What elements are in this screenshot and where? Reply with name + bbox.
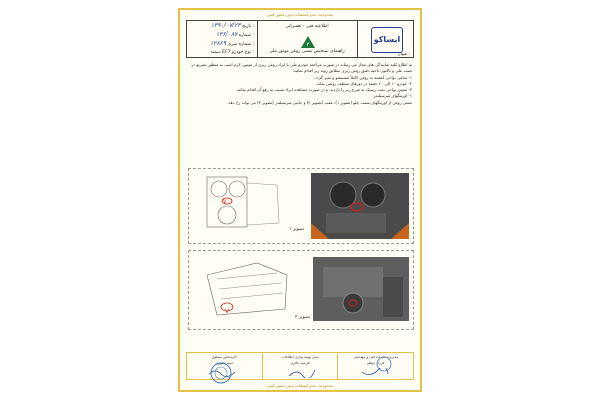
signature-col-3-name: حمید غفوری <box>215 361 234 365</box>
step-1: ۱- تمامی نواحی آغشته به روغن کاملاً شستشو و تمیز گردد. <box>313 74 412 80</box>
type-label: نوع خودرو : <box>231 50 254 55</box>
svg-text:V: V <box>225 308 230 315</box>
number-value: ۱۳۶/۰۸۷ <box>215 31 238 38</box>
header-left-cell <box>187 21 258 57</box>
number-label: شماره : <box>238 33 254 38</box>
series-label: شماره سری : <box>227 42 254 47</box>
signature-col-1-title: مدیریت خدمات فنی و مهندسی <box>353 355 399 359</box>
svg-text:V: V <box>223 199 227 205</box>
figure-1-caption: تصویر ۱ <box>289 227 305 232</box>
signature-col-2 <box>263 353 339 379</box>
handwritten-signature-2 <box>287 368 317 378</box>
step-2: ۲- خودرو ۱۰ الی ۲۰ دقیقه در دورهای مختلف روشن بماند. <box>315 80 412 86</box>
step-a-description: نشتی روغن از اورینگهای سمت چلو (تصویر ۱)، عقب (تصویر ۲) و جانبی سرسیلندر (تصویر ۳) می تواند رخ دهد. <box>227 99 412 105</box>
svg-text:٣: ٣ <box>306 42 310 48</box>
figure-1-box <box>188 168 414 244</box>
figure-2-box <box>188 250 414 330</box>
signature-col-2-name: فرشید باقری <box>290 361 310 365</box>
header-table <box>186 20 414 58</box>
service-bulletin-page <box>178 8 422 392</box>
bottom-banner: محدودیت عدم استفاده بدون مجوز کتبی <box>266 383 334 388</box>
step-3: ۳- سپس نواحی تحت ریسک به شرح زیر را بازدید، و در صورت مشاهده ایراد نسبت به رفع آن اقدام نمائید. <box>235 87 412 93</box>
bulletin-subject: راهنمای تشخیص نشتی روغن موتور ملی <box>269 49 345 54</box>
intro-paragraph: به اطلاع کلیه نمایندگی های مجاز می رساند در صورت مراجعه خودرو ملی با ایراد روغن ریزی از موتور، لازم است به منظور تسریع در نصب علی و تاکنون ناحیه دقیق روغن ریزی مطابق رویه زیر اقدام نمائید: <box>191 62 412 74</box>
type-value: سمند EF7 <box>210 50 231 55</box>
engine-drawing-2 <box>197 255 297 323</box>
date-value: ۱۳۹۰/۰۷/۲۳ <box>210 22 241 29</box>
signature-col-1-name: فرزاد دوهلو <box>367 361 385 365</box>
company-logo: ایساکو <box>371 27 403 53</box>
stamp-right-icon <box>376 356 392 376</box>
header-middle-cell <box>257 21 358 57</box>
bulletin-category: اطلاعیه فنی - تعمیراتی <box>285 24 329 29</box>
date-label: تاریخ : <box>242 24 254 29</box>
engine-photo-1 <box>311 173 409 239</box>
engine-photo-2 <box>313 257 409 321</box>
bulletin-body <box>188 62 412 106</box>
header-right-cell <box>353 21 413 57</box>
top-banner: محدودیت عدم استفاده بدون مجوز کتبی <box>266 12 334 17</box>
engine-drawing-1 <box>197 173 287 239</box>
subject-label: عنوان : <box>397 51 410 56</box>
figure-2-caption: تصویر ۲ <box>295 315 311 320</box>
series-value: ۱۲۸۶۹ <box>210 40 227 47</box>
signature-col-2-title: مدیر بهینه سازی اطلاعات <box>281 355 319 359</box>
step-a-title: ۱- اورینگهای سرسیلندر <box>373 93 412 99</box>
signature-col-3-title: کارشناس مسئول <box>211 355 237 359</box>
